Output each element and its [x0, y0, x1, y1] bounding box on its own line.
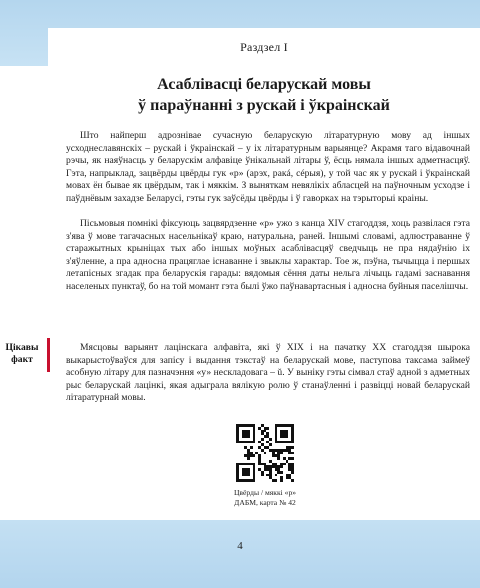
- fact-label-line-1: Цікавы: [5, 342, 39, 353]
- section-title: Раздзел І: [240, 39, 288, 54]
- qr-caption-line-2: ДАБМ, карта № 42: [234, 498, 296, 507]
- title-line-2: ў параўнанні з рускай і ўкраінскай: [138, 97, 390, 114]
- footer-band: [0, 520, 480, 588]
- fact-accent-bar: [47, 338, 50, 372]
- interesting-fact-label: [0, 342, 44, 366]
- title-line-1: Асаблівасці беларускай мовы: [157, 76, 371, 93]
- section-header: [48, 28, 480, 66]
- page-number: 4: [237, 540, 243, 552]
- paragraph-2: Пісьмовыя помнікі фіксуюць зацвярдзенне «р» ужо з канца XIV стагоддзя, хоць развілася гэта з'ява ў мове тагачасных насельнікаў краю, натуральна, раней. Іншымі словамі, адлюстраванне ў старажытных крыніцах тых або іншых моўных асаблівасцяў сведчыць не пра нядаўнію іх з'яўленне, а пра адносна працяглае існаванне і звыклы характар. Тое ж, пэўна, тычыцца і першых летапісных згадак пра беларускія гарады: вядомыя сёння даты нельга лічыць гадамі заснавання населеных пунктаў, бо на той момант гэта былі ўжо паўнавартасныя і адносна буйныя паселішчы.: [66, 218, 470, 292]
- qr-code[interactable]: [236, 424, 294, 482]
- paragraph-1: Што найперш адрознівае сучасную беларускую літаратурную мову ад іншых усходнеславянскіх – рускай і ўкраінскай – у іх літаратурным варыянце? Акрамя таго відавочнай рэчы, як наяўнасць у беларускім алфавіце ўнікальнай літары ў, ёсць нямала іншых адметнасцяў. Гэта, напрыклад, зацвёрды цвёрды гук «р» (арэх, ракá, сéрыя), у той час як у рускай і ўкраінскай мовах ён бывае як цвёрдым, так і мяккім. З выняткам невялікіх абласцей на паўночным усходзе і паўднёвым захадзе Беларусі, гэты гук заўсёды цвёрды і ў гаворках на тэрыторыі краіны.: [66, 130, 470, 204]
- paragraph-3: Мясцовы варыянт лацінскага алфавіта, які ў XIX і на пачатку XX стагоддзя шырока выкарыстоўваўся для запісу і выдання тэкстаў на беларускай мове, паступова таксама займеў асобную літару для пазначэння «у» нескладовага – ŭ. У выніку гэты сімвал стаў адной з адметных рыс беларускай лацінкі, якая адыграла вялікую ролю ў станаўленні і развіцці новай беларускай літаратурнай мовы.: [66, 342, 470, 404]
- page-title: [48, 74, 480, 116]
- fact-label-line-2: факт: [11, 354, 33, 365]
- qr-caption: [190, 488, 340, 508]
- qr-caption-line-1: Цвёрды / мяккі «р»: [233, 488, 297, 497]
